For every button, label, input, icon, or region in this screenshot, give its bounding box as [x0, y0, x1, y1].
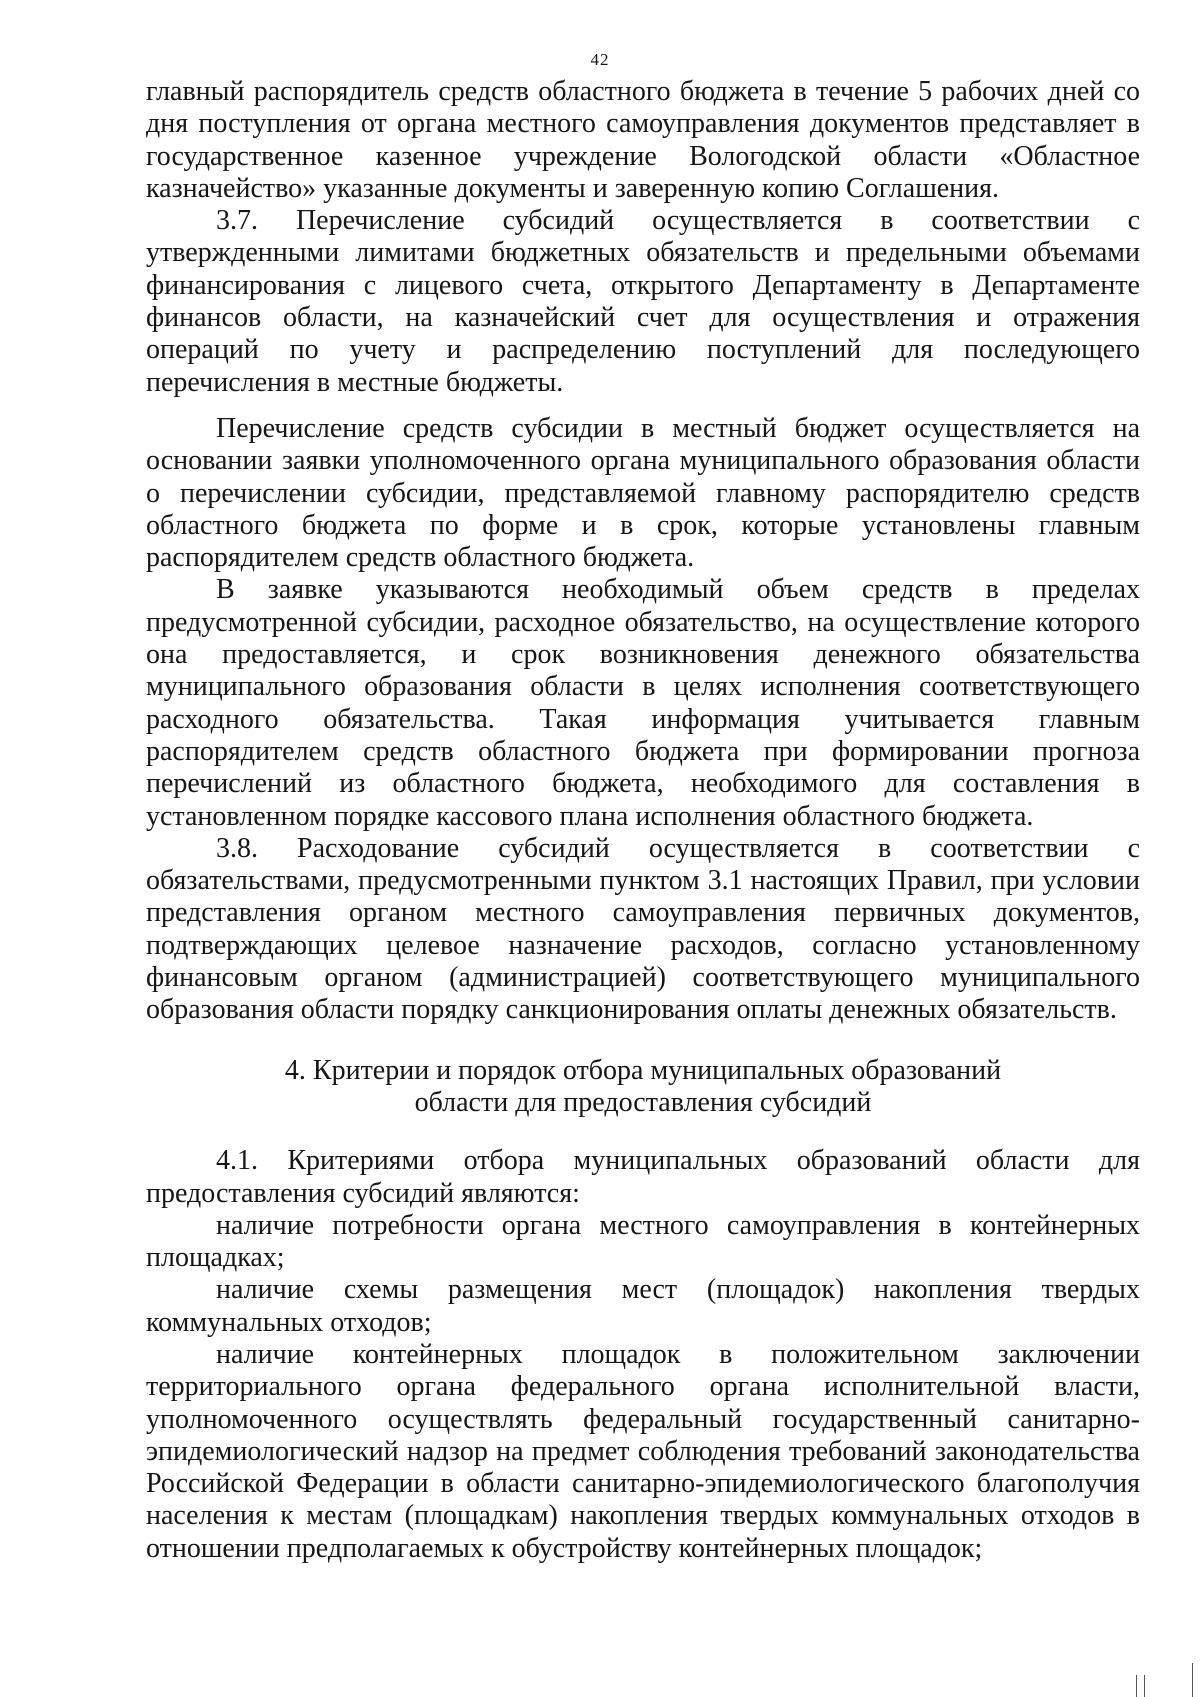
criterion-sanitary-conclusion: наличие контейнерных площадок в положительном заключении территориального органа федерального органа исполнительной власти, уполномоченного осуществлять федеральный государственный санитарно-эпидемиологический надзор на предмет соблюдения требований законодательства Российской Федерации в области санитарно-эпидемиологического благополучия населения к местам (площадкам) накопления твердых коммунальных отходов в отношении предполагаемых к обустройству контейнерных площадок; [146, 1338, 1140, 1564]
criterion-scheme: наличие схемы размещения мест (площадок) накопления твердых коммунальных отходов; [146, 1274, 1140, 1338]
scan-edge-marks [1040, 1657, 1200, 1697]
paragraph-continuation: главный распорядитель средств областного бюджета в течение 5 рабочих дней со дня поступления от органа местного самоуправления документов представляет в государственное казенное учреждение Вологодской области «Областное казначейство» указанные документы и заверенную копию Соглашения. [146, 76, 1140, 204]
paragraph-3-8: 3.8. Расходование субсидий осуществляется в соответствии с обязательствами, предусмотренными пунктом 3.1 настоящих Правил, при условии представления органом местного самоуправления первичных документов, подтверждающих целевое назначение расходов, согласно установленному финансовым органом (администрацией) соответствующего муниципального образования области порядку санкционирования оплаты денежных обязательств. [146, 832, 1140, 1026]
section-heading-line-2: области для предоставления субсидий [414, 1086, 872, 1118]
page-number: 42 [590, 50, 610, 69]
paragraph-request-contents: В заявке указываются необходимый объем средств в пределах предусмотренной субсидии, расходное обязательство, на осуществление которого она предоставляется, и срок возникновения денежного обязательства муниципального образования области в целях исполнения соответствующего расходного обязательства. Такая информация учитывается главным распорядителем средств областного бюджета при формировании прогноза перечислений из областного бюджета, необходимого для составления в установленном порядке кассового плана исполнения областного бюджета. [146, 574, 1140, 832]
section-heading-line-1: 4. Критерии и порядок отбора муниципальных образований [284, 1054, 1002, 1086]
paragraph-transfer-request: Перечисление средств субсидии в местный бюджет осуществляется на основании заявки уполномоченного органа муниципального образования области о перечислении субсидии, представляемой главному распорядителю средств областного бюджета по форме и в срок, которые установлены главным распорядителем средств областного бюджета. [146, 412, 1140, 574]
paragraph-4-1: 4.1. Критериями отбора муниципальных образований области для предоставления субсидий являются: [146, 1145, 1140, 1209]
paragraph-3-7: 3.7. Перечисление субсидий осуществляется в соответствии с утвержденными лимитами бюджетных обязательств и предельными объемами финансирования с лицевого счета, открытого Департаменту в Департаменте финансов области, на казначейский счет для осуществления и отражения операций по учету и распределению поступлений для последующего перечисления в местные бюджеты. [146, 205, 1140, 398]
document-body [146, 76, 1140, 1565]
criterion-need: наличие потребности органа местного самоуправления в контейнерных площадках; [146, 1209, 1140, 1274]
section-heading [146, 1055, 1140, 1120]
